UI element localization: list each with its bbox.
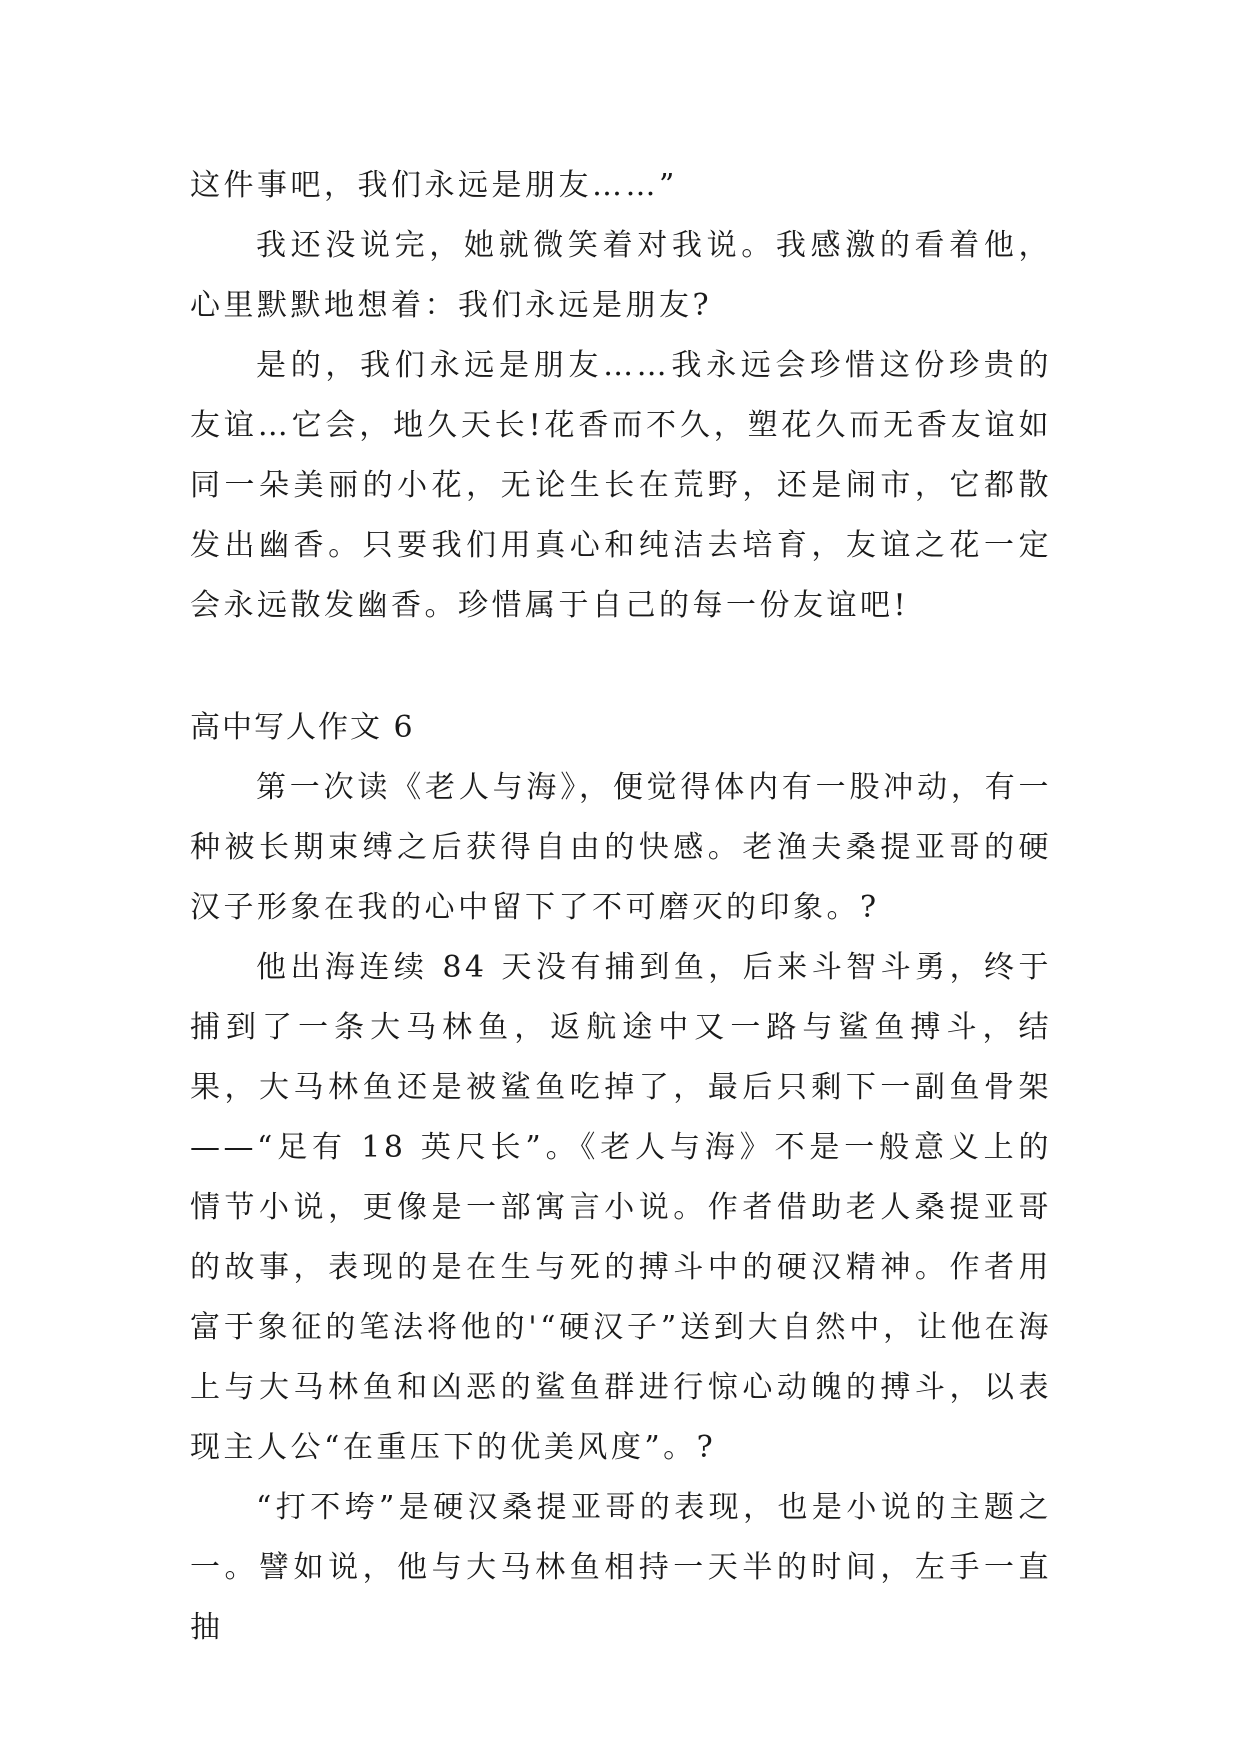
essay-paragraph-2: 他出海连续 84 天没有捕到鱼，后来斗智斗勇，终于捕到了一条大马林鱼，返航途中又一路与鲨鱼搏斗，结果，大马林鱼还是被鲨鱼吃掉了，最后只剩下一副鱼骨架——“足有 18 英尺长”。《老人与海》不是一般意义上的情节小说，更像是一部寓言小说。作者借助老人桑提亚哥的故事，表现的是在生与死的搏斗中的硬汉精神。作者用富于象征的笔法将他的'“硬汉子”送到大自然中，让他在海上与大马林鱼和凶恶的鲨鱼群进行惊心动魄的搏斗，以表现主人公“在重压下的优美风度”。?: [190, 950, 1052, 1465]
essay-paragraph-1: 第一次读《老人与海》，便觉得体内有一股冲动，有一种被长期束缚之后获得自由的快感。老渔夫桑提亚哥的硬汉子形象在我的心中留下了不可磨灭的印象。?: [190, 770, 1052, 925]
essay-title: 高中写人作文 6: [190, 710, 415, 745]
continued-paragraph-1: 这件事吧，我们永远是朋友……”: [190, 168, 678, 203]
section-spacer: [190, 636, 1052, 698]
essay-paragraph-3: “打不垮”是硬汉桑提亚哥的表现，也是小说的主题之一。譬如说，他与大马林鱼相持一天半的时间，左手一直抽: [190, 1490, 1052, 1645]
continued-paragraph-2: 我还没说完，她就微笑着对我说。我感激的看着他，心里默默地想着：我们永远是朋友?: [190, 228, 1052, 323]
document-body: [190, 156, 1052, 1658]
continued-paragraph-3: 是的，我们永远是朋友……我永远会珍惜这份珍贵的友谊…它会，地久天长!花香而不久，塑花久而无香友谊如同一朵美丽的小花，无论生长在荒野，还是闹市，它都散发出幽香。只要我们用真心和纯洁去培育，友谊之花一定会永远散发幽香。珍惜属于自己的每一份友谊吧!: [190, 348, 1052, 623]
